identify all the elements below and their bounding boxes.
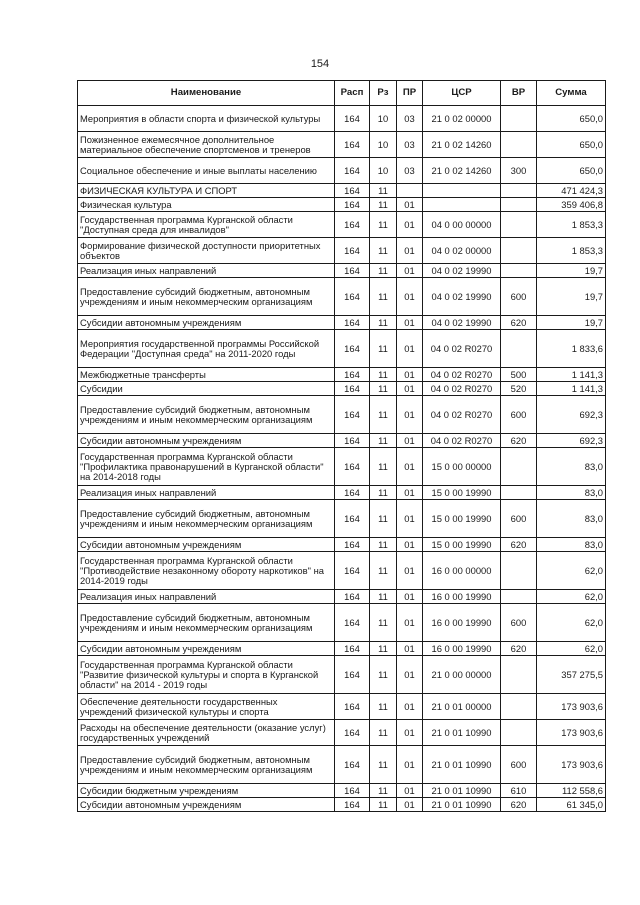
row-rz: 10 — [370, 106, 397, 132]
row-rz: 11 — [370, 368, 397, 382]
row-pr: 01 — [397, 278, 423, 316]
row-rz: 11 — [370, 212, 397, 238]
table-row — [78, 316, 606, 330]
row-rasp: 164 — [335, 500, 370, 538]
row-rz: 11 — [370, 656, 397, 694]
table-row — [78, 746, 606, 784]
row-name: Государственная программа Курганской области "Профилактика правонарушений в Курганской области" на 2014-2018 годы — [78, 448, 335, 486]
row-name: Расходы на обеспечение деятельности (оказание услуг) государственных учреждений — [78, 720, 335, 746]
row-name: Государственная программа Курганской области "Развитие физической культуры и спорта в Курганской области" на 2014 - 2019 годы — [78, 656, 335, 694]
row-csr — [423, 184, 501, 198]
row-vr — [501, 694, 537, 720]
row-rz: 11 — [370, 590, 397, 604]
table-row — [78, 720, 606, 746]
row-rasp: 164 — [335, 486, 370, 500]
row-rz: 11 — [370, 798, 397, 812]
row-csr: 16 0 00 00000 — [423, 552, 501, 590]
budget-table — [77, 80, 606, 812]
row-csr: 21 0 02 14260 — [423, 132, 501, 158]
table-row — [78, 132, 606, 158]
row-sum: 173 903,6 — [537, 720, 606, 746]
row-pr: 01 — [397, 720, 423, 746]
row-sum: 173 903,6 — [537, 746, 606, 784]
row-pr: 03 — [397, 132, 423, 158]
row-sum: 62,0 — [537, 590, 606, 604]
row-sum: 1 141,3 — [537, 368, 606, 382]
row-rasp: 164 — [335, 552, 370, 590]
header-csr: ЦСР — [423, 81, 501, 106]
row-sum: 650,0 — [537, 132, 606, 158]
header-rz: Рз — [370, 81, 397, 106]
row-pr: 01 — [397, 434, 423, 448]
row-vr — [501, 330, 537, 368]
row-rasp: 164 — [335, 642, 370, 656]
row-sum: 471 424,3 — [537, 184, 606, 198]
row-name: Государственная программа Курганской области "Противодействие незаконному обороту наркотиков" на 2014-2019 годы — [78, 552, 335, 590]
row-sum: 19,7 — [537, 316, 606, 330]
row-pr: 01 — [397, 238, 423, 264]
row-csr: 04 0 02 R0270 — [423, 434, 501, 448]
row-rz: 11 — [370, 500, 397, 538]
header-pr: ПР — [397, 81, 423, 106]
row-rz: 11 — [370, 198, 397, 212]
row-csr: 16 0 00 19990 — [423, 604, 501, 642]
row-csr: 21 0 01 10990 — [423, 798, 501, 812]
header-rasp: Расп — [335, 81, 370, 106]
row-rz: 11 — [370, 694, 397, 720]
row-name: Субсидии автономным учреждениям — [78, 798, 335, 812]
row-csr: 04 0 00 00000 — [423, 212, 501, 238]
row-rasp: 164 — [335, 396, 370, 434]
row-rasp: 164 — [335, 382, 370, 396]
table-row — [78, 604, 606, 642]
row-rz: 10 — [370, 132, 397, 158]
row-name: Субсидии автономным учреждениям — [78, 538, 335, 552]
row-csr: 04 0 02 R0270 — [423, 368, 501, 382]
row-rz: 11 — [370, 184, 397, 198]
row-vr: 600 — [501, 604, 537, 642]
row-sum: 61 345,0 — [537, 798, 606, 812]
header-sum: Сумма — [537, 81, 606, 106]
row-pr: 01 — [397, 198, 423, 212]
row-pr: 01 — [397, 264, 423, 278]
row-csr: 15 0 00 19990 — [423, 486, 501, 500]
row-vr: 620 — [501, 316, 537, 330]
row-rasp: 164 — [335, 694, 370, 720]
row-rz: 11 — [370, 642, 397, 656]
row-csr: 21 0 01 10990 — [423, 746, 501, 784]
row-rasp: 164 — [335, 316, 370, 330]
row-pr: 01 — [397, 798, 423, 812]
row-rasp: 164 — [335, 264, 370, 278]
table-row — [78, 382, 606, 396]
row-sum: 62,0 — [537, 604, 606, 642]
table-row — [78, 434, 606, 448]
row-csr: 04 0 02 R0270 — [423, 330, 501, 368]
row-vr — [501, 264, 537, 278]
row-pr: 01 — [397, 212, 423, 238]
row-sum: 692,3 — [537, 434, 606, 448]
row-csr: 21 0 02 00000 — [423, 106, 501, 132]
row-name: Обеспечение деятельности государственных учреждений физической культуры и спорта — [78, 694, 335, 720]
row-rasp: 164 — [335, 158, 370, 184]
row-rasp: 164 — [335, 198, 370, 212]
row-sum: 19,7 — [537, 264, 606, 278]
row-pr: 03 — [397, 106, 423, 132]
row-name: Государственная программа Курганской области "Доступная среда для инвалидов" — [78, 212, 335, 238]
row-pr: 01 — [397, 448, 423, 486]
row-csr: 15 0 00 19990 — [423, 538, 501, 552]
row-csr — [423, 198, 501, 212]
row-name: Мероприятия в области спорта и физической культуры — [78, 106, 335, 132]
row-csr: 04 0 02 00000 — [423, 238, 501, 264]
table-row — [78, 106, 606, 132]
row-sum: 1 853,3 — [537, 212, 606, 238]
row-csr: 04 0 02 19990 — [423, 264, 501, 278]
row-pr: 01 — [397, 656, 423, 694]
row-csr: 04 0 02 19990 — [423, 278, 501, 316]
row-rz: 11 — [370, 784, 397, 798]
row-name: Предоставление субсидий бюджетным, автономным учреждениям и иным некоммерческим организациям — [78, 500, 335, 538]
row-name: Субсидии автономным учреждениям — [78, 316, 335, 330]
table-row — [78, 784, 606, 798]
row-name: Социальное обеспечение и иные выплаты населению — [78, 158, 335, 184]
row-sum: 62,0 — [537, 552, 606, 590]
row-sum: 62,0 — [537, 642, 606, 656]
row-name: Предоставление субсидий бюджетным, автономным учреждениям и иным некоммерческим организациям — [78, 604, 335, 642]
table-row — [78, 694, 606, 720]
row-vr: 620 — [501, 538, 537, 552]
row-vr: 620 — [501, 434, 537, 448]
row-sum: 173 903,6 — [537, 694, 606, 720]
row-vr — [501, 720, 537, 746]
row-rasp: 164 — [335, 798, 370, 812]
row-rasp: 164 — [335, 538, 370, 552]
row-rasp: 164 — [335, 278, 370, 316]
row-rasp: 164 — [335, 132, 370, 158]
row-sum: 112 558,6 — [537, 784, 606, 798]
row-rasp: 164 — [335, 368, 370, 382]
row-vr — [501, 184, 537, 198]
row-name: Пожизненное ежемесячное дополнительное материальное обеспечение спортсменов и тренеров — [78, 132, 335, 158]
row-pr: 01 — [397, 784, 423, 798]
row-vr — [501, 656, 537, 694]
table-row — [78, 500, 606, 538]
row-vr: 600 — [501, 278, 537, 316]
table-row — [78, 238, 606, 264]
row-pr: 01 — [397, 396, 423, 434]
row-csr: 16 0 00 19990 — [423, 642, 501, 656]
row-pr — [397, 184, 423, 198]
row-vr: 610 — [501, 784, 537, 798]
header-vr: ВР — [501, 81, 537, 106]
row-name: Субсидии автономным учреждениям — [78, 434, 335, 448]
page-number: 154 — [310, 58, 330, 70]
table-row — [78, 330, 606, 368]
row-rz: 11 — [370, 382, 397, 396]
row-name: Физическая культура — [78, 198, 335, 212]
row-vr — [501, 132, 537, 158]
row-pr: 01 — [397, 538, 423, 552]
row-rz: 11 — [370, 396, 397, 434]
table-row — [78, 552, 606, 590]
row-vr: 600 — [501, 500, 537, 538]
row-pr: 01 — [397, 382, 423, 396]
row-sum: 357 275,5 — [537, 656, 606, 694]
row-sum: 83,0 — [537, 538, 606, 552]
row-csr: 04 0 02 R0270 — [423, 382, 501, 396]
row-rasp: 164 — [335, 784, 370, 798]
row-csr: 21 0 02 14260 — [423, 158, 501, 184]
table-row — [78, 198, 606, 212]
row-sum: 83,0 — [537, 448, 606, 486]
row-name: Формирование физической доступности приоритетных объектов — [78, 238, 335, 264]
table-row — [78, 486, 606, 500]
row-rasp: 164 — [335, 746, 370, 784]
row-name: Предоставление субсидий бюджетным, автономным учреждениям и иным некоммерческим организациям — [78, 396, 335, 434]
row-vr — [501, 590, 537, 604]
row-csr: 21 0 01 10990 — [423, 784, 501, 798]
row-pr: 01 — [397, 590, 423, 604]
row-rz: 11 — [370, 434, 397, 448]
row-pr: 01 — [397, 642, 423, 656]
header-name: Наименование — [78, 81, 335, 106]
row-sum: 650,0 — [537, 158, 606, 184]
row-vr: 500 — [501, 368, 537, 382]
row-vr — [501, 212, 537, 238]
row-rasp: 164 — [335, 212, 370, 238]
row-rz: 11 — [370, 604, 397, 642]
row-vr — [501, 552, 537, 590]
table-row — [78, 212, 606, 238]
row-name: Предоставление субсидий бюджетным, автономным учреждениям и иным некоммерческим организациям — [78, 746, 335, 784]
table-row — [78, 448, 606, 486]
row-csr: 04 0 02 R0270 — [423, 396, 501, 434]
row-pr: 01 — [397, 604, 423, 642]
row-csr: 15 0 00 00000 — [423, 448, 501, 486]
table-row — [78, 642, 606, 656]
row-rz: 11 — [370, 448, 397, 486]
row-sum: 19,7 — [537, 278, 606, 316]
row-pr: 01 — [397, 330, 423, 368]
row-rz: 11 — [370, 330, 397, 368]
row-csr: 21 0 01 00000 — [423, 694, 501, 720]
row-rasp: 164 — [335, 330, 370, 368]
row-name: Реализация иных направлений — [78, 590, 335, 604]
row-rz: 11 — [370, 238, 397, 264]
row-vr: 600 — [501, 396, 537, 434]
row-name: Мероприятия государственной программы Российской Федерации "Доступная среда" на 2011-2020 годы — [78, 330, 335, 368]
row-vr: 620 — [501, 642, 537, 656]
row-csr: 15 0 00 19990 — [423, 500, 501, 538]
row-csr: 21 0 00 00000 — [423, 656, 501, 694]
row-sum: 692,3 — [537, 396, 606, 434]
row-name: ФИЗИЧЕСКАЯ КУЛЬТУРА И СПОРТ — [78, 184, 335, 198]
row-vr — [501, 486, 537, 500]
row-rz: 11 — [370, 746, 397, 784]
row-pr: 01 — [397, 316, 423, 330]
row-name: Предоставление субсидий бюджетным, автономным учреждениям и иным некоммерческим организациям — [78, 278, 335, 316]
row-vr: 520 — [501, 382, 537, 396]
table-row — [78, 184, 606, 198]
row-rasp: 164 — [335, 238, 370, 264]
row-vr — [501, 238, 537, 264]
row-pr: 01 — [397, 500, 423, 538]
row-csr: 21 0 01 10990 — [423, 720, 501, 746]
row-pr: 01 — [397, 486, 423, 500]
table-row — [78, 278, 606, 316]
row-rasp: 164 — [335, 106, 370, 132]
row-sum: 83,0 — [537, 500, 606, 538]
row-rz: 11 — [370, 316, 397, 330]
row-pr: 03 — [397, 158, 423, 184]
row-rasp: 164 — [335, 590, 370, 604]
row-rz: 11 — [370, 264, 397, 278]
row-rz: 11 — [370, 720, 397, 746]
row-sum: 359 406,8 — [537, 198, 606, 212]
row-vr — [501, 106, 537, 132]
table-row — [78, 656, 606, 694]
row-name: Субсидии автономным учреждениям — [78, 642, 335, 656]
row-vr: 620 — [501, 798, 537, 812]
row-sum: 1 833,6 — [537, 330, 606, 368]
row-rasp: 164 — [335, 604, 370, 642]
row-pr: 01 — [397, 694, 423, 720]
row-name: Межбюджетные трансферты — [78, 368, 335, 382]
row-rz: 11 — [370, 486, 397, 500]
table-row — [78, 396, 606, 434]
row-csr: 04 0 02 19990 — [423, 316, 501, 330]
row-rasp: 164 — [335, 448, 370, 486]
row-rasp: 164 — [335, 720, 370, 746]
table-row — [78, 158, 606, 184]
row-csr: 16 0 00 19990 — [423, 590, 501, 604]
row-sum: 650,0 — [537, 106, 606, 132]
row-name: Реализация иных направлений — [78, 264, 335, 278]
row-rz: 11 — [370, 278, 397, 316]
table-row — [78, 798, 606, 812]
table-body — [78, 106, 606, 812]
table-row — [78, 538, 606, 552]
row-vr — [501, 448, 537, 486]
table-row — [78, 590, 606, 604]
row-sum: 1 141,3 — [537, 382, 606, 396]
row-vr: 600 — [501, 746, 537, 784]
row-rz: 11 — [370, 552, 397, 590]
row-vr: 300 — [501, 158, 537, 184]
row-sum: 83,0 — [537, 486, 606, 500]
row-rasp: 164 — [335, 656, 370, 694]
table-row — [78, 368, 606, 382]
table-header-row — [78, 81, 606, 106]
table-row — [78, 264, 606, 278]
row-name: Субсидии бюджетным учреждениям — [78, 784, 335, 798]
row-pr: 01 — [397, 368, 423, 382]
row-pr: 01 — [397, 746, 423, 784]
row-pr: 01 — [397, 552, 423, 590]
row-rz: 10 — [370, 158, 397, 184]
row-rz: 11 — [370, 538, 397, 552]
row-sum: 1 853,3 — [537, 238, 606, 264]
row-name: Субсидии — [78, 382, 335, 396]
row-name: Реализация иных направлений — [78, 486, 335, 500]
row-rasp: 164 — [335, 434, 370, 448]
row-rasp: 164 — [335, 184, 370, 198]
row-vr — [501, 198, 537, 212]
